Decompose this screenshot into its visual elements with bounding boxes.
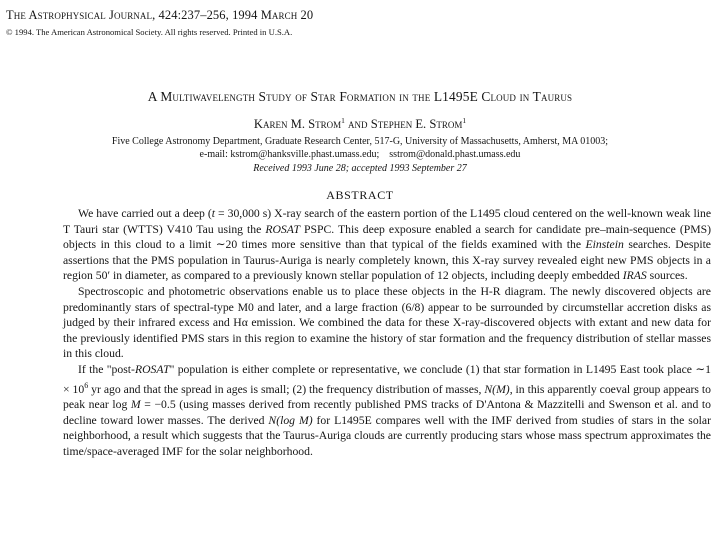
affiliation-mark: 1: [462, 116, 467, 125]
affiliation-block: [0, 135, 720, 161]
abstract-paragraph: Spectroscopic and photometric observations enable us to place these objects in the H-R diagram. The newly discovered objects are predominantly stars of spectral-type M0 and later, and a large fraction (6/8) appear to be surrounded by circumstellar accretion disks as judged by their infrared excess and Hα emission. We combined the data for these X-ray-discovered objects with extant and new data for the previously identified PMS stars in this region to examine the history of star formation and the frequency distribution of stellar masses in this cloud.: [63, 284, 711, 361]
affiliation-address: Five College Astronomy Department, Graduate Research Center, 517-G, University of Massachusetts, Amherst, MA 01003;: [111, 136, 609, 147]
copyright-notice: © 1994. The American Astronomical Society. All rights reserved. Printed in U.S.A.: [6, 27, 293, 37]
abstract-paragraph: We have carried out a deep (t = 30,000 s) X-ray search of the eastern portion of the L1495 cloud centered on the well-known weak line T Tauri star (WTTS) V410 Tau using the ROSAT PSPC. This deep exposure enabled a search for candidate pre–main-sequence (PMS) objects in this cloud to a limit ∼20 times more sensitive than that typical of the fields examined with the Einstein searches. Despite assertions that the PMS population in Taurus-Auriga is nearly completely known, this X-ray survey revealed eight new PMS objects in a region 50′ in diameter, as compared to a previously known stellar population of 12 objects, including deeply embedded IRAS sources.: [63, 207, 712, 283]
author-line: [0, 116, 720, 132]
author-separator: and: [348, 117, 368, 132]
author-name: Stephen E. Strom: [370, 117, 463, 132]
received-accepted-dates: Received 1993 June 28; accepted 1993 September 27: [253, 163, 467, 174]
affiliation-email: e-mail: kstrom@hanksville.phast.umass.edu; sstrom@donald.phast.umass.edu: [199, 149, 521, 160]
affiliation-mark: 1: [341, 116, 345, 125]
paper-title: A Multiwavelength Study of Star Formation in the L1495E Cloud in Taurus: [147, 89, 573, 104]
abstract-heading: ABSTRACT: [326, 188, 394, 202]
abstract-paragraph: If the "post-ROSAT" population is either complete or representative, we conclude (1) that star formation in L1495 East took place ∼1 × $10^6$ yr ago and that the spread in ages is small; (2) the frequency distribution of masses, N(M), in this apparently coeval group appears to peak near log M = −0.5 (using masses derived from recently published PMS tracks of D'Antona & Mazzitelli and Swenson et al. and to decline toward lower masses. The derived N(log M) for L1495E compares well with the IMF derived from studies of stars in the solar neighborhood, a result which suggests that the Taurus-Auriga clouds are currently producing stars whose mass spectrum approximates the time/space-averaged IMF for the solar neighborhood.: [63, 362, 712, 458]
abstract-body: [63, 206, 711, 459]
author-name: Karen M. Strom: [253, 117, 342, 132]
journal-citation: The Astrophysical Journal, 424:237–256, 1994 March 20: [6, 8, 314, 22]
